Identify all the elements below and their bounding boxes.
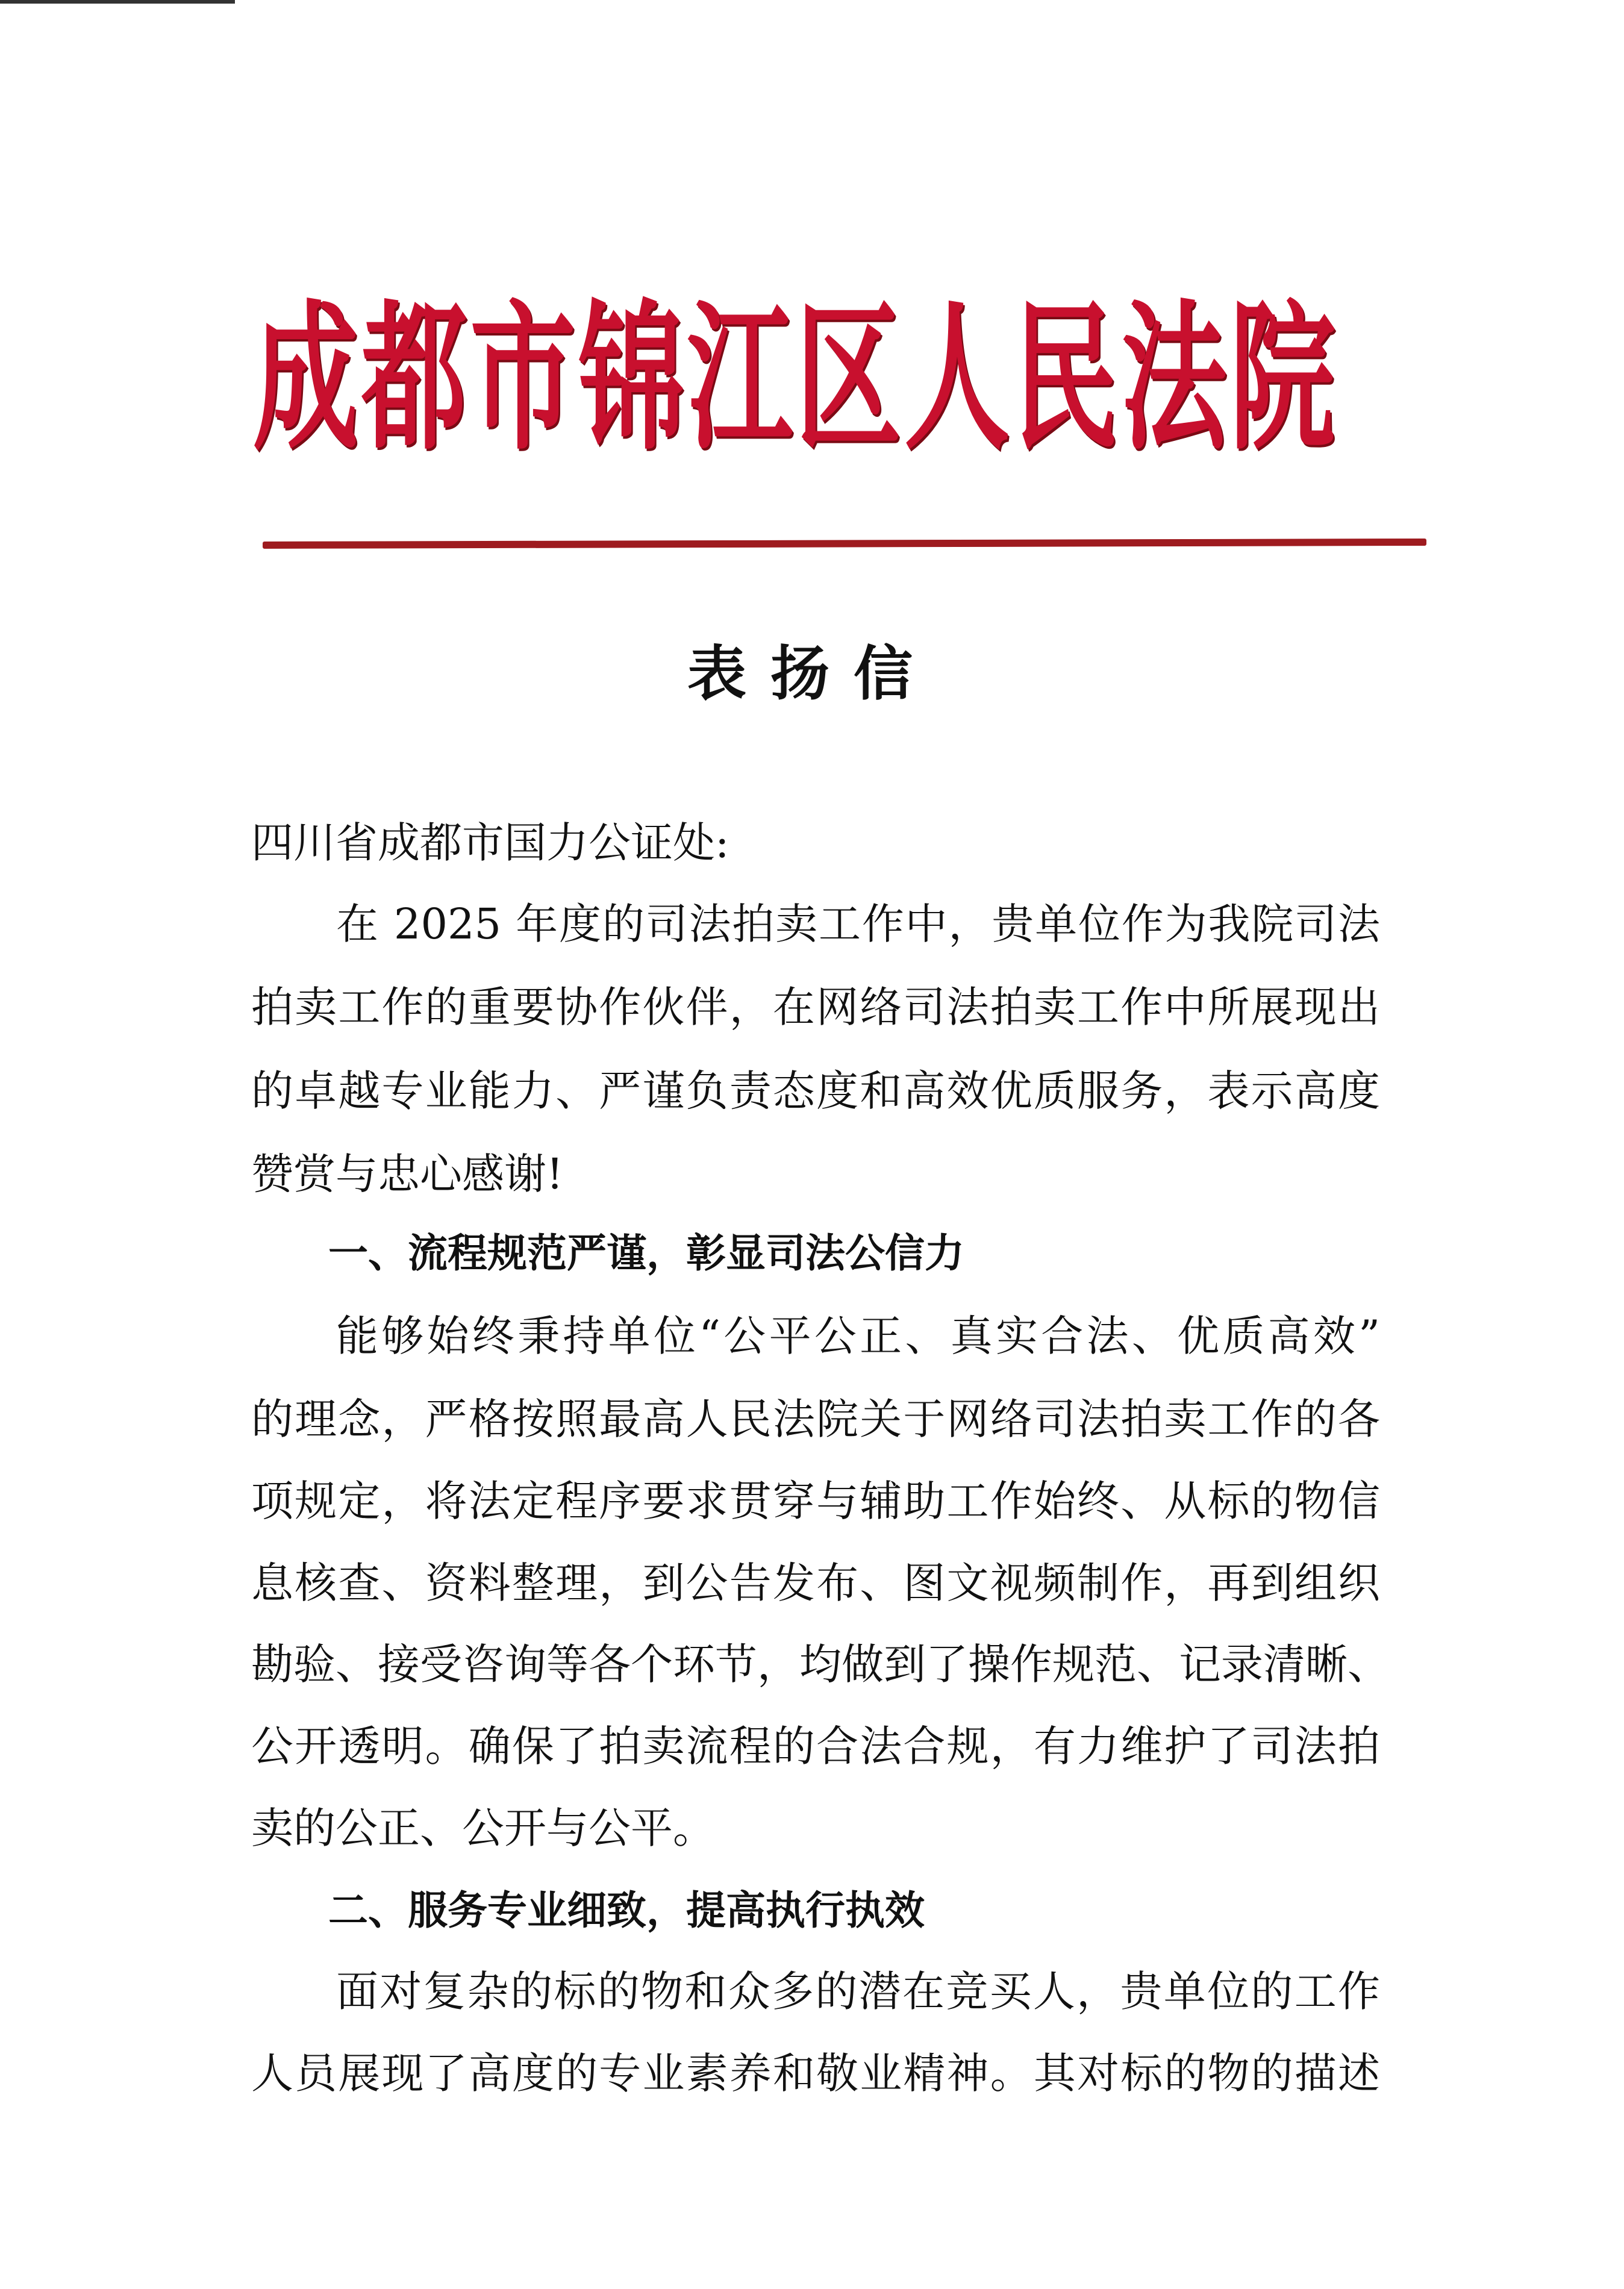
court-masthead — [253, 274, 1338, 472]
paragraph-line: 赞赏与忠心感谢! — [251, 1149, 564, 1199]
paragraph-line: 息核查、资料整理，到公告发布、图文视频制作，再到组织 — [251, 1558, 1380, 1608]
paragraph-line: 的卓越专业能力、严谨负责态度和高效优质服务，表示高度 — [251, 1066, 1380, 1116]
masthead-text: 成都市锦江区人民法院 — [253, 284, 1338, 472]
section-heading-2: 二、服务专业细致，提高执行执效 — [328, 1887, 925, 1934]
paragraph-line: 能够始终秉持单位“公平公正、真实合法、优质高效” — [336, 1311, 1380, 1361]
paragraph-line: 的理念，严格按照最高人民法院关于网络司法拍卖工作的各 — [251, 1394, 1380, 1444]
scan-edge-mark — [0, 0, 235, 4]
paragraph-line: 在 2025 年度的司法拍卖工作中，贵单位作为我院司法 — [336, 899, 1380, 949]
document-title: 表扬信 — [687, 639, 937, 708]
section-heading-1: 一、流程规范严谨，彰显司法公信力 — [328, 1229, 964, 1276]
paragraph-line: 项规定，将法定程序要求贯穿与辅助工作始终、从标的物信 — [251, 1476, 1380, 1526]
paragraph-line: 面对复杂的标的物和众多的潜在竞买人，贵单位的工作 — [336, 1967, 1380, 2016]
paragraph-line: 勘验、接受咨询等各个环节，均做到了操作规范、记录清晰、 — [251, 1640, 1390, 1689]
paragraph-line: 卖的公正、公开与公平。 — [251, 1803, 715, 1853]
salutation: 四川省成都市国力公证处: — [251, 818, 729, 867]
paragraph-line: 公开透明。确保了拍卖流程的合法合规，有力维护了司法拍 — [251, 1722, 1380, 1771]
red-divider-line — [263, 539, 1426, 549]
paragraph-line: 人员展现了高度的专业素养和敬业精神。其对标的物的描述 — [251, 2049, 1380, 2098]
paragraph-line: 拍卖工作的重要协作伙伴，在网络司法拍卖工作中所展现出 — [251, 982, 1380, 1032]
